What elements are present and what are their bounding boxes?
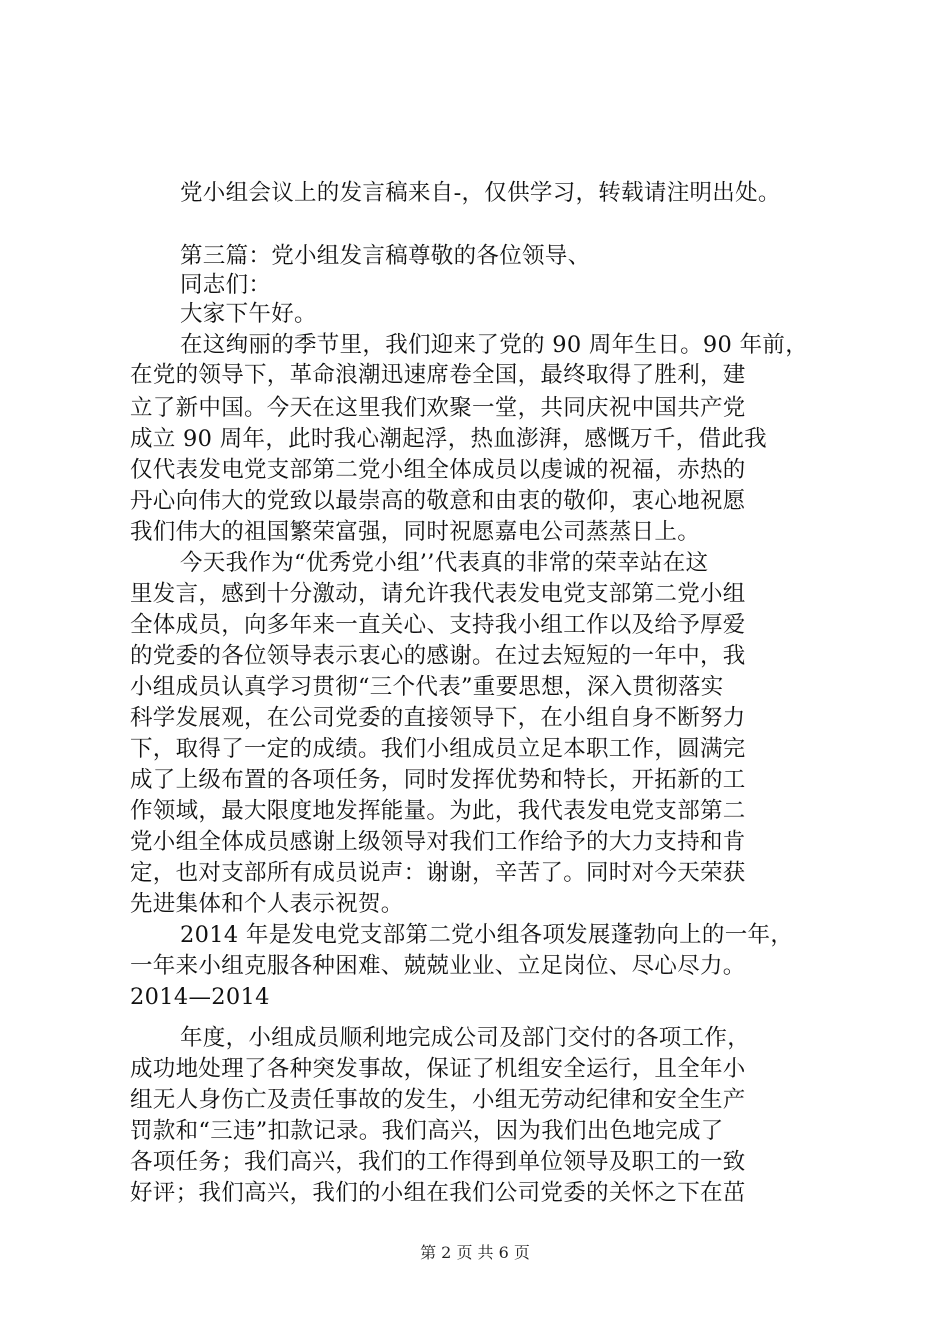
text-line: 党小组会议上的发言稿来自-，仅供学习，转载请注明出处。 — [180, 180, 781, 206]
page-number-footer: 第 2 页 共 6 页 — [420, 1243, 530, 1262]
text-line: 小组成员认真学习贯彻“三个代表”重要思想，深入贯彻落实 — [130, 674, 724, 700]
text-line: 作领域，最大限度地发挥能量。为此，我代表发电党支部第二 — [130, 798, 746, 824]
text-line: 好评；我们高兴，我们的小组在我们公司党委的关怀之下在茁 — [130, 1180, 746, 1206]
text-line: 今天我作为“优秀党小组’’代表真的非常的荣幸站在这 — [180, 550, 709, 576]
text-line: 定，也对支部所有成员说声：谢谢，辛苦了。同时对今天荣获 — [130, 860, 746, 886]
text-line: 立了新中国。今天在这里我们欢聚一堂，共同庆祝中国共产党 — [130, 395, 746, 421]
text-line: 下，取得了一定的成绩。我们小组成员立足本职工作，圆满完 — [130, 736, 746, 762]
text-line: 同志们： — [180, 272, 272, 298]
text-line: 仅代表发电党支部第二党小组全体成员以虔诚的祝福，赤热的 — [130, 457, 746, 483]
text-line: 组无人身伤亡及责任事故的发生，小组无劳动纪律和安全生产 — [130, 1087, 746, 1113]
text-line: 一年来小组克服各种困难、兢兢业业、立足岗位、尽心尽力。 — [130, 953, 746, 979]
text-line: 成功地处理了各种突发事故，保证了机组安全运行，且全年小 — [130, 1056, 746, 1082]
text-line: 各项任务；我们高兴，我们的工作得到单位领导及职工的一致 — [130, 1149, 746, 1175]
text-line: 里发言，感到十分激动，请允许我代表发电党支部第二党小组 — [130, 581, 746, 607]
text-line: 年度，小组成员顺利地完成公司及部门交付的各项工作， — [180, 1025, 751, 1051]
text-line: 成立 90 周年，此时我心潮起浮，热血澎湃，感慨万千，借此我 — [130, 426, 767, 452]
text-line: 大家下午好。 — [180, 301, 317, 327]
text-line: 2014—2014 — [130, 984, 270, 1010]
text-line: 丹心向伟大的党致以最崇高的敬意和由衷的敬仰，衷心地祝愿 — [130, 488, 746, 514]
text-line: 在这绚丽的季节里，我们迎来了党的 90 周年生日。90 年前， — [180, 332, 809, 358]
text-line: 全体成员，向多年来一直关心、支持我小组工作以及给予厚爱 — [130, 612, 746, 638]
text-line: 2014 年是发电党支部第二党小组各项发展蓬勃向上的一年， — [180, 922, 794, 948]
text-line: 我们伟大的祖国繁荣富强，同时祝愿嘉电公司蒸蒸日上。 — [130, 519, 701, 545]
text-line: 第三篇：党小组发言稿尊敬的各位领导、 — [180, 243, 591, 269]
text-line: 科学发展观，在公司党委的直接领导下，在小组自身不断努力 — [130, 705, 746, 731]
text-line: 先进集体和个人表示祝贺。 — [130, 891, 404, 917]
text-line: 成了上级布置的各项任务，同时发挥优势和特长，开拓新的工 — [130, 767, 746, 793]
text-line: 在党的领导下，革命浪潮迅速席卷全国，最终取得了胜利，建 — [130, 362, 746, 388]
text-line: 党小组全体成员感谢上级领导对我们工作给予的大力支持和肯 — [130, 829, 746, 855]
text-line: 罚款和“三违”扣款记录。我们高兴，因为我们出色地完成了 — [130, 1118, 724, 1144]
text-line: 的党委的各位领导表示衷心的感谢。在过去短短的一年中，我 — [130, 643, 746, 669]
